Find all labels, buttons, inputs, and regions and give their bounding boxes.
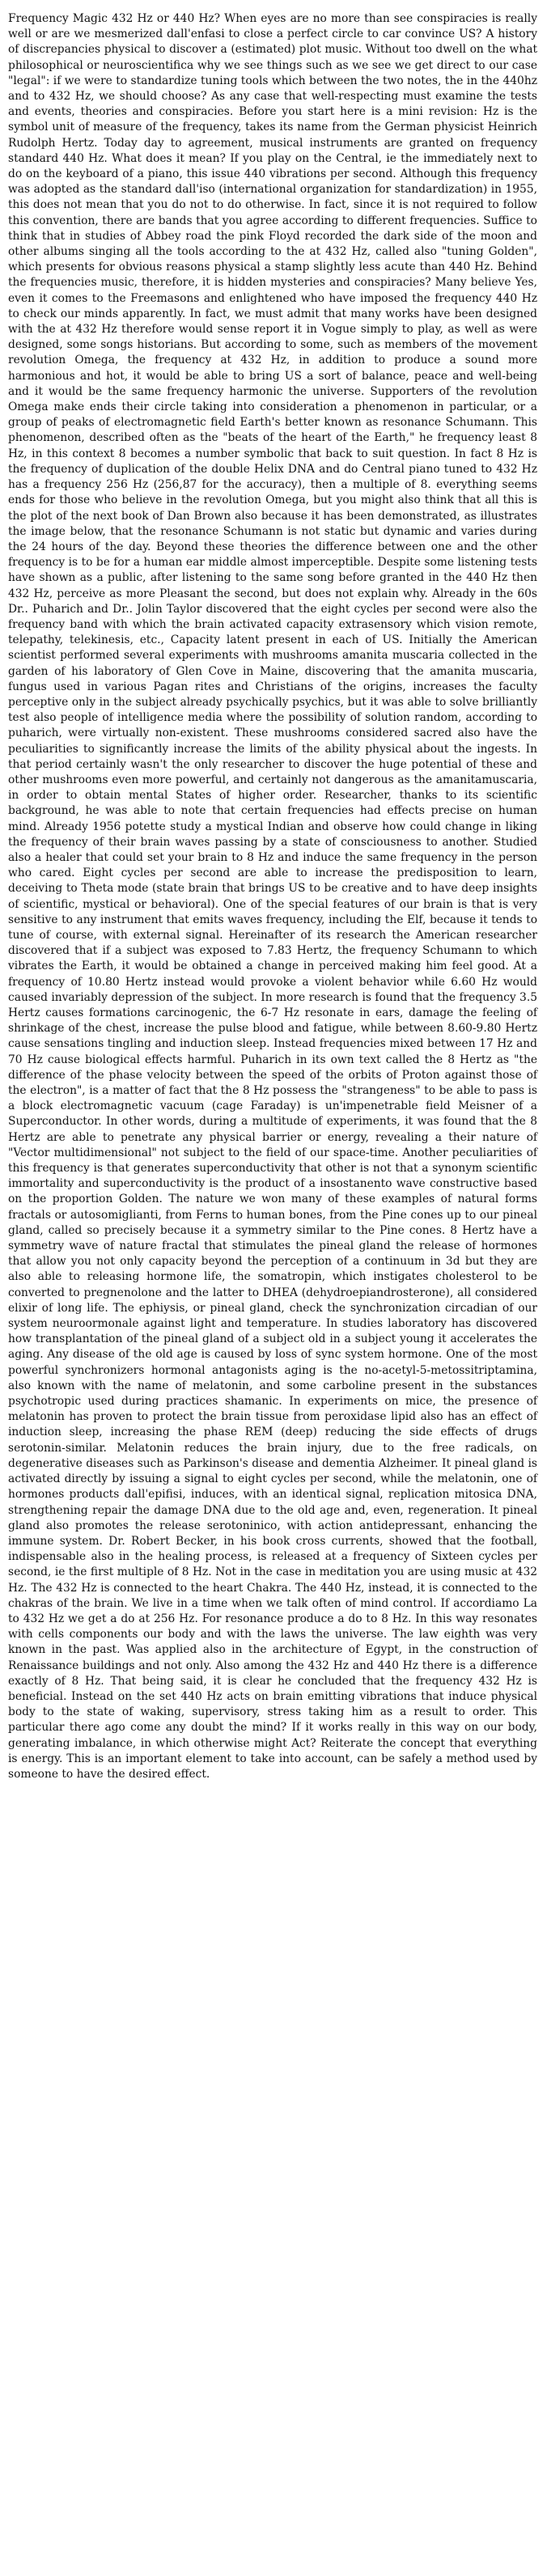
article-body-text: Frequency Magic 432 Hz or 440 Hz? When eyes are no more than see conspiracies is really well or are we mesmerized dall'enfasi to close a perfect circle to car convince US? A history of discrepancies physical to discover a (estimated) plot music. Without too dwell on the what philosophical or neuroscientifica why we see things such as we see we get direct to our case "legal": if we were to standardize tuning tools which between the two notes, the in the 440hz and to 432 Hz, we should choose? As any case that well-respecting must examine the tests and events, theories and conspiracies. Before you start here is a mini revision: Hz is the symbol unit of measure of the frequency, takes its name from the German physicist Heinrich Rudolph Hertz. Today day to agreement, musical instruments are granted on frequency standard 440 Hz. What does it mean? If you play on the Central, ie the immediately next to do on the keyboard of a piano, this issue 440 vibrations per second. Although this frequency was adopted as the standard dall'iso (international organization for standardization) in 1955, this does not mean that you do not to do otherwise. In fact, since it is not required to follow this convention, there are bands that you agree according to different frequencies. Suffice to think that in studies of Abbey road the pink Floyd recorded the dark side of the moon and other albums singing all the tools according to the at 432 Hz, called also "tuning Golden", which presents for obvious reasons physical a stamp slightly less acute than 440 Hz. Behind the frequencies music, therefore, it is hidden mysteries and conspiracies? Many believe Yes, even it comes to the Freemasons and enlightened who have imposed the frequency 440 Hz to check our minds apparently. In fact, we must admit that many works have been designed with the at 432 Hz therefore would sense report it in Vogue simply to play, as well as were designed, some songs historians. But according to some, such as members of the movement revolution Omega, the frequency at 432 Hz, in addition to produce a sound more harmonious and hot, it would be able to bring US a sort of balance, peace and well-being and it would be the same frequency harmonic the universe. Supporters of the revolution Omega make ends their circle taking into consideration a phenomenon in particular, or a group of peaks of electromagnetic field Earth's better known as resonance Schumann. This phenomenon, described often as the "beats of the heart of the Earth," he frequency least 8 Hz, in this context 8 becomes a number symbolic that back to suit question. In fact 8 Hz is the frequency of duplication of the double Helix DNA and do Central piano tuned to 432 Hz has a frequency 256 Hz (256,87 for the accuracy), then a multiple of 8. everything seems ends for those who believe in the revolution Omega, but you might also think that all this is the plot of the next book of Dan Brown also because it has been demonstrated, as illustrates the image below, that the resonance Schumann is not static but dynamic and varies during the 24 hours of the day. Beyond these theories the difference between one and the other frequency is to be for a human ear middle almost imperceptible. Despite some listening tests have shown as a public, after listening to the same song before granted in the 440 Hz then 432 Hz, perceive as more Pleasant the second, but does not explain why. Already in the 60s Dr.. Puharich and Dr.. Jolin Taylor discovered that the eight cycles per second were also the frequency band with which the brain activated capacity extrasensory which vision remote, telepathy, telekinesis, etc., Capacity latent present in each of US. Initially the American scientist performed several experiments with mushrooms amanita muscaria collected in the garden of his laboratory of Glen Cove in Maine, discovering that the amanita muscaria, fungus used in various Pagan rites and Christians of the origins, increases the faculty perceptive only in the subject already psychically psychics, but it was able to solve brilliantly test also people of intelligence media where the possibility of solution random, according to puharich, were virtually non-existent. These mushrooms considered sacred also have the peculiarities to significantly increase the limits of the ability physical about the ingests. In that period certainly wasn't the only researcher to discover the huge potential of these and other mushrooms even more powerful, and certainly not dangerous as the amanitamuscaria, in order to obtain mental States of higher order. Researcher, thanks to its scientific background, he was able to note that certain frequencies had effects precise on human mind. Already 1956 potette study a mystical Indian and observe how could change in liking the frequency of their brain waves passing by a state of consciousness to another. Studied also a healer that could set your brain to 8 Hz and induce the same frequency in the person who cared. Eight cycles per second are able to increase the predisposition to learn, deceiving to Theta mode (state brain that brings US to be creative and to have deep insights of scientific, mystical or behavioral). One of the special features of our brain is that is very sensitive to any instrument that emits waves frequency, including the Elf, because it tends to tune of course, with external signal. Hereinafter of its research the American researcher discovered that if a subject was exposed to 7.83 Hertz, the frequency Schumann to which vibrates the Earth, it would be obtained a change in perceived making him feel good. At a frequency of 10.80 Hertz instead would provoke a violent behavior while 6.60 Hz would caused invariably depression of the subject. In more research is found that the frequency 3.5 Hertz causes formations carcinogenic, the 6-7 Hz resonate in ears, damage the feeling of shrinkage of the chest, increase the pulse blood and fatigue, while between 8.60-9.80 Hertz cause sensations tingling and induction sleep. Instead frequencies mixed between 17 Hz and 70 Hz cause biological effects harmful. Puharich in its own text called the 8 Hertz as "the difference of the phase velocity between the speed of the orbits of Proton against those of the electron", is a matter of fact that the 8 Hz possess the "strangeness" to be able to pass is a block electromagnetic vacuum (cage Faraday) is un'impenetrable field Meisner of a Superconductor. In other words, during a multitude of experiments, it was found that the 8 Hertz are able to penetrate any physical barrier or energy, revealing a their nature of "Vector multidimensional" not subject to the field of our space-time. Another peculiarities of this frequency is that generates superconductivity that other is not that a synonym scientific immortality and superconductivity is the product of a insostanento wave constructive based on the proportion Golden. The nature we won many of these examples of natural forms fractals or autosomiglianti, from Ferns to human bones, from the Pine cones up to our pineal gland, called so precisely because it a symmetry similar to the Pine cones. 8 Hertz have a symmetry wave of nature fractal that stimulates the pineal gland the release of hormones that allow you not only capacity beyond the perception of a continuum in 3d but they are also able to releasing hormone life, the somatropin, which instigates cholesterol to be converted to pregnenolone and the latter to DHEA (dehydroepiandrosterone), all considered elixir of long life. The ephiysis, or pineal gland, check the synchronization circadian of our system neuroormonale against light and temperature. In studies laboratory has discovered how transplantation of the pineal gland of a subject old in a subject young it accelerates the aging. Any disease of the old age is caused by loss of sync system hormone. One of the most powerful synchronizers hormonal antagonists aging is the no-acetyl-5-metossitriptamina, also known with the name of melatonin, and some carboline present in the substances psychotropic used during practices shamanic. In experiments on mice, the presence of melatonin has proven to protect the brain tissue from peroxidase lipid also has an effect of induction sleep, increasing the phase REM (deep) reducing the side effects of drugs serotonin-similar. Melatonin reduces the brain injury, due to the free radicals, on degenerative diseases such as Parkinson's disease and dementia Alzheimer. It pineal gland is activated directly by issuing a signal to eight cycles per second, while the melatonin, one of hormones products dall'epifisi, induces, with an identical signal, replication mitosica DNA, strengthening repair the damage DNA due to the old age and, even, regeneration. It pineal gland also promotes the release serotoninico, with action antidepressant, enhancing the immune system. Dr. Robert Becker, in his book cross currents, showed that the football, indispensable also in the healing process, is released at a frequency of Sixteen cycles per second, ie the first multiple of 8 Hz. Not in the case in meditation you are using music at 432 Hz. The 432 Hz is connected to the heart Chakra. The 440 Hz, instead, it is connected to the chakras of the brain. We live in a time when we talk often of mind control. If accordiamo La to 432 Hz we get a do at 256 Hz. For resonance produce a do to 8 Hz. In this way resonates with cells components our body and with the laws the universe. The law eighth was very known in the past. Was applied also in the architecture of Egypt, in the construction of Renaissance buildings and not only. Also among the 432 Hz and 440 Hz there is a difference exactly of 8 Hz. That being said, it is clear he concluded that the frequency 432 Hz is beneficial. Instead on the set 440 Hz acts on brain emitting vibrations that induce physical body to the state of waking, supervisory, stress taking him as a result to order. This particular there ago come any doubt the mind? If it works really in this way on our body, generating imbalance, in which otherwise might Act? Reiterate the concept that everything is energy. This is an important element to take into account, can be safely a method used by someone to have the desired effect. (8, 12, 537, 1781)
document-page (8, 11, 537, 1782)
